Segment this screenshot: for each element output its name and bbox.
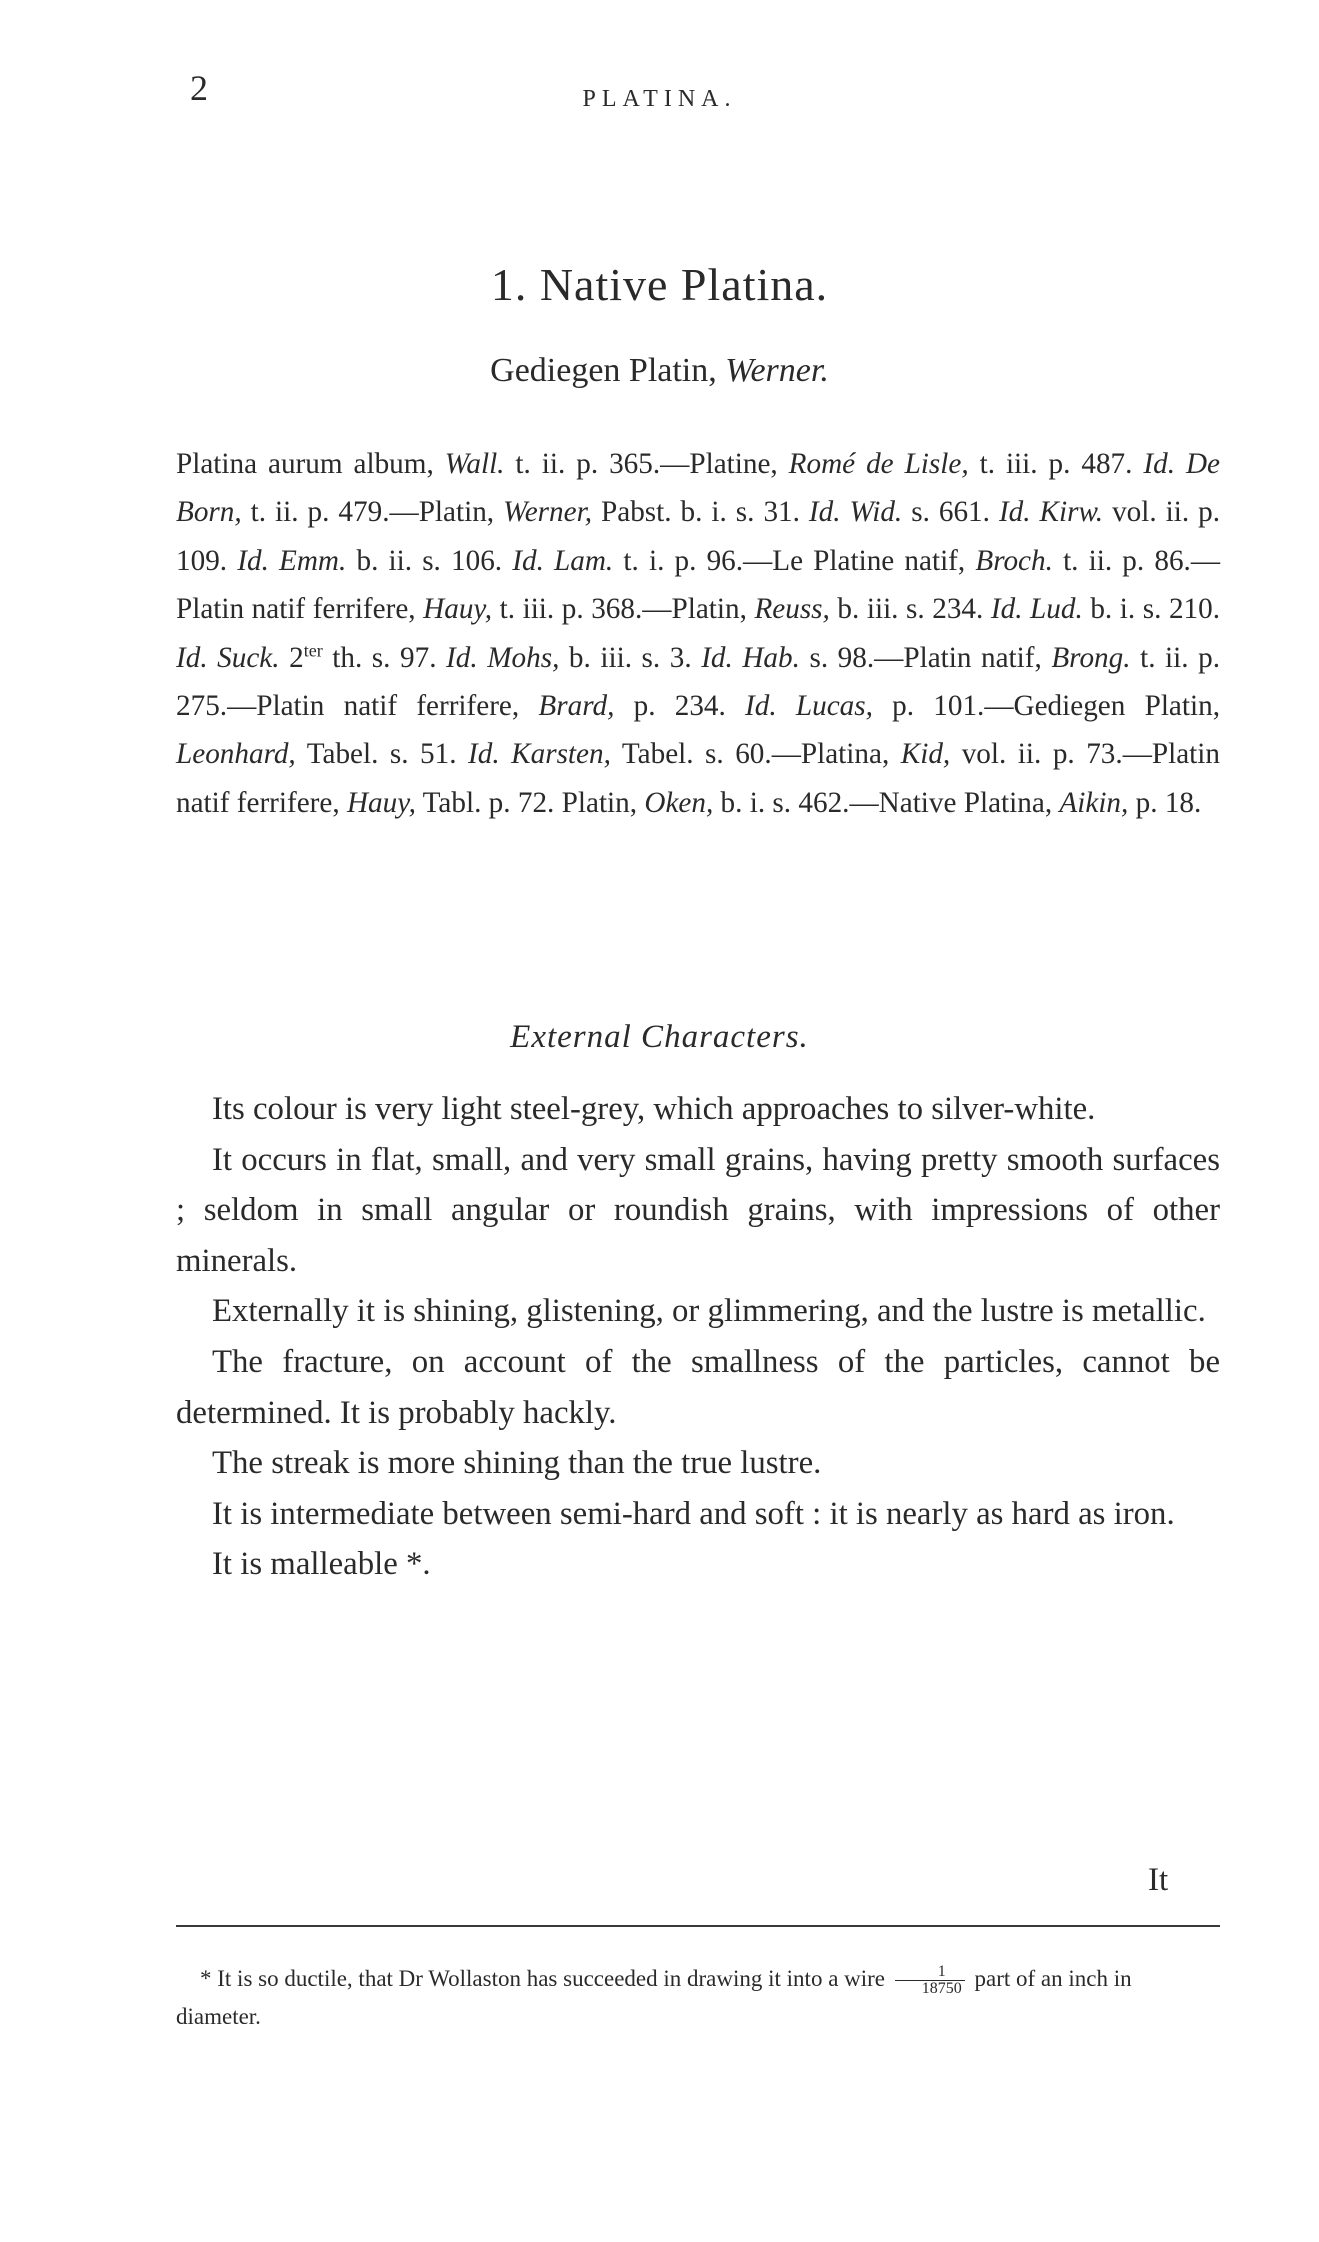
synonymy-text-run: s. 661. xyxy=(902,496,999,529)
paragraph-lustre: Externally it is shining, glistening, or glimmering, and the lustre is metallic. xyxy=(212,1293,1206,1330)
synonymy-italic-run: Id. Lucas, xyxy=(745,690,873,723)
synonymy-italic-run: Wall. xyxy=(444,448,505,480)
synonymy-text-run: p. 234. xyxy=(614,690,746,723)
synonymy-text-run: t. ii. p. 479.—Platin, xyxy=(241,496,504,529)
synonymy-text-run: th. s. 97. xyxy=(322,641,447,674)
synonymy-italic-run: Id. Mohs, xyxy=(446,641,560,674)
synonymy-paragraph xyxy=(176,440,1220,827)
synonymy-italic-run: Hauy, xyxy=(346,786,416,819)
synonymy-italic-run: Id. Wid. xyxy=(808,496,903,529)
section-title: 1. Native Platina. xyxy=(490,259,829,310)
synonymy-text-run: Tabel. s. 60.—Platina, xyxy=(610,738,901,771)
synonymy-italic-run: Id. Emm. xyxy=(237,544,347,577)
synonymy-text-run: b. i. s. 210. xyxy=(1082,593,1221,626)
synonymy-text-run: Platina aurum album, xyxy=(176,448,445,480)
synonymy-text-run: b. iii. s. 3. xyxy=(559,641,702,674)
synonymy-text-run: t. ii. p. 86.—Platin natif ferrifere, xyxy=(176,544,1221,626)
synonymy-text-run: b. ii. s. 106. xyxy=(346,544,513,577)
footnote-text-before: * It is so ductile, that Dr Wollaston has succeeded in drawing it into a wire xyxy=(200,1966,886,1991)
synonymy-italic-run: Reuss, xyxy=(754,593,830,626)
synonymy-text-run: b. i. s. 462.—Native Platina, xyxy=(713,786,1060,819)
synonymy-text-run: vol. ii. p. 73.—Platin natif ferrifere, xyxy=(176,738,1220,819)
paragraph-colour: Its colour is very light steel-grey, which approaches to silver-white. xyxy=(212,1091,1096,1127)
synonymy-text-run: t. iii. p. 368.—Platin, xyxy=(492,593,755,626)
catchword: It xyxy=(1148,1862,1169,1898)
paragraph-occurrence: It occurs in flat, small, and very small grains, having pretty smooth surfaces ; seldom in small angular or roundish grains, with impressions of other minerals. xyxy=(176,1141,1220,1279)
synonymy-text-run: vol. ii. p. 109. xyxy=(176,496,1221,577)
paragraph-fracture: The fracture, on account of the smallness of the particles, cannot be determined. It is probably hackly. xyxy=(176,1343,1220,1431)
fraction-denominator: 18750 xyxy=(921,1980,962,1998)
synonymy-italic-run: Id. Lam. xyxy=(512,544,614,577)
synonymy-text-run: t. i. p. 96.—Le Platine natif, xyxy=(613,544,976,577)
synonymy-italic-run: Werner, xyxy=(503,496,593,529)
synonymy-italic-run: Brong. xyxy=(1051,641,1131,674)
subtitle-name: Gediegen Platin, xyxy=(490,352,717,389)
synonymy-text-run: t. ii. p. 275.—Platin natif ferrifere, xyxy=(176,641,1220,723)
synonymy-italic-run: Id. Hab. xyxy=(701,641,800,674)
synonymy-text-run: Tabel. s. 51. xyxy=(295,738,469,771)
external-characters-heading: External Characters. xyxy=(510,1019,809,1055)
subtitle xyxy=(0,352,1319,390)
footnote-rule xyxy=(176,1925,1220,1927)
synonymy-italic-run: Aikin, xyxy=(1059,786,1129,819)
synonymy-text-run: t. ii. p. 365.—Platine, xyxy=(504,448,789,480)
synonymy-italic-run: Id. Suck. xyxy=(176,641,280,674)
synonymy-text-run: t. iii. p. 487. xyxy=(968,448,1144,480)
subtitle-author: Werner. xyxy=(725,352,829,389)
footnote-text-after: part of an inch in diameter. xyxy=(176,1966,1132,2029)
fraction-numerator: 1 xyxy=(895,1964,965,1981)
running-head: PLATINA. xyxy=(582,86,737,112)
synonymy-italic-run: Brard, xyxy=(538,690,615,723)
synonymy-italic-run: Id. Lud. xyxy=(990,593,1083,626)
synonymy-italic-run: Hauy, xyxy=(423,593,493,626)
synonymy-text-run: 2 xyxy=(279,641,304,674)
synonymy-text-run: s. 98.—Platin natif, xyxy=(799,641,1052,674)
fraction xyxy=(895,1964,965,1997)
synonymy-italic-run: Broch. xyxy=(975,544,1053,577)
synonymy-italic-run: Id. Kirw. xyxy=(998,496,1104,529)
paragraph-streak: The streak is more shining than the true lustre. xyxy=(212,1445,822,1482)
synonymy-italic-run: Leonhard, xyxy=(176,738,296,771)
synonymy-text-run: Pabst. b. i. s. 31. xyxy=(592,496,809,529)
synonymy-text-run: Tabl. p. 72. Platin, xyxy=(415,786,645,819)
synonymy-italic-run: Romé de Lisle, xyxy=(788,448,969,480)
page-number: 2 xyxy=(190,68,208,108)
synonymy-text-run: p. 101.—Gediegen Platin, xyxy=(872,690,1220,723)
footnote xyxy=(176,1960,1220,2036)
synonymy-italic-run: Kid, xyxy=(900,738,951,771)
synonymy-italic-run: Id. Karsten, xyxy=(468,738,611,771)
synonymy-italic-run: Id. De Born, xyxy=(176,448,1220,529)
synonymy-superscript-run: ter xyxy=(303,639,323,660)
paragraph-hardness: It is intermediate between semi-hard and soft : it is nearly as hard as iron. xyxy=(212,1495,1175,1532)
synonymy-text-run: b. iii. s. 234. xyxy=(829,593,991,626)
paragraph-malleability: It is malleable *. xyxy=(212,1546,431,1583)
synonymy-italic-run: Oken, xyxy=(644,786,714,819)
external-characters-text xyxy=(176,1084,1220,1590)
synonymy-text-run: p. 18. xyxy=(1128,786,1202,819)
